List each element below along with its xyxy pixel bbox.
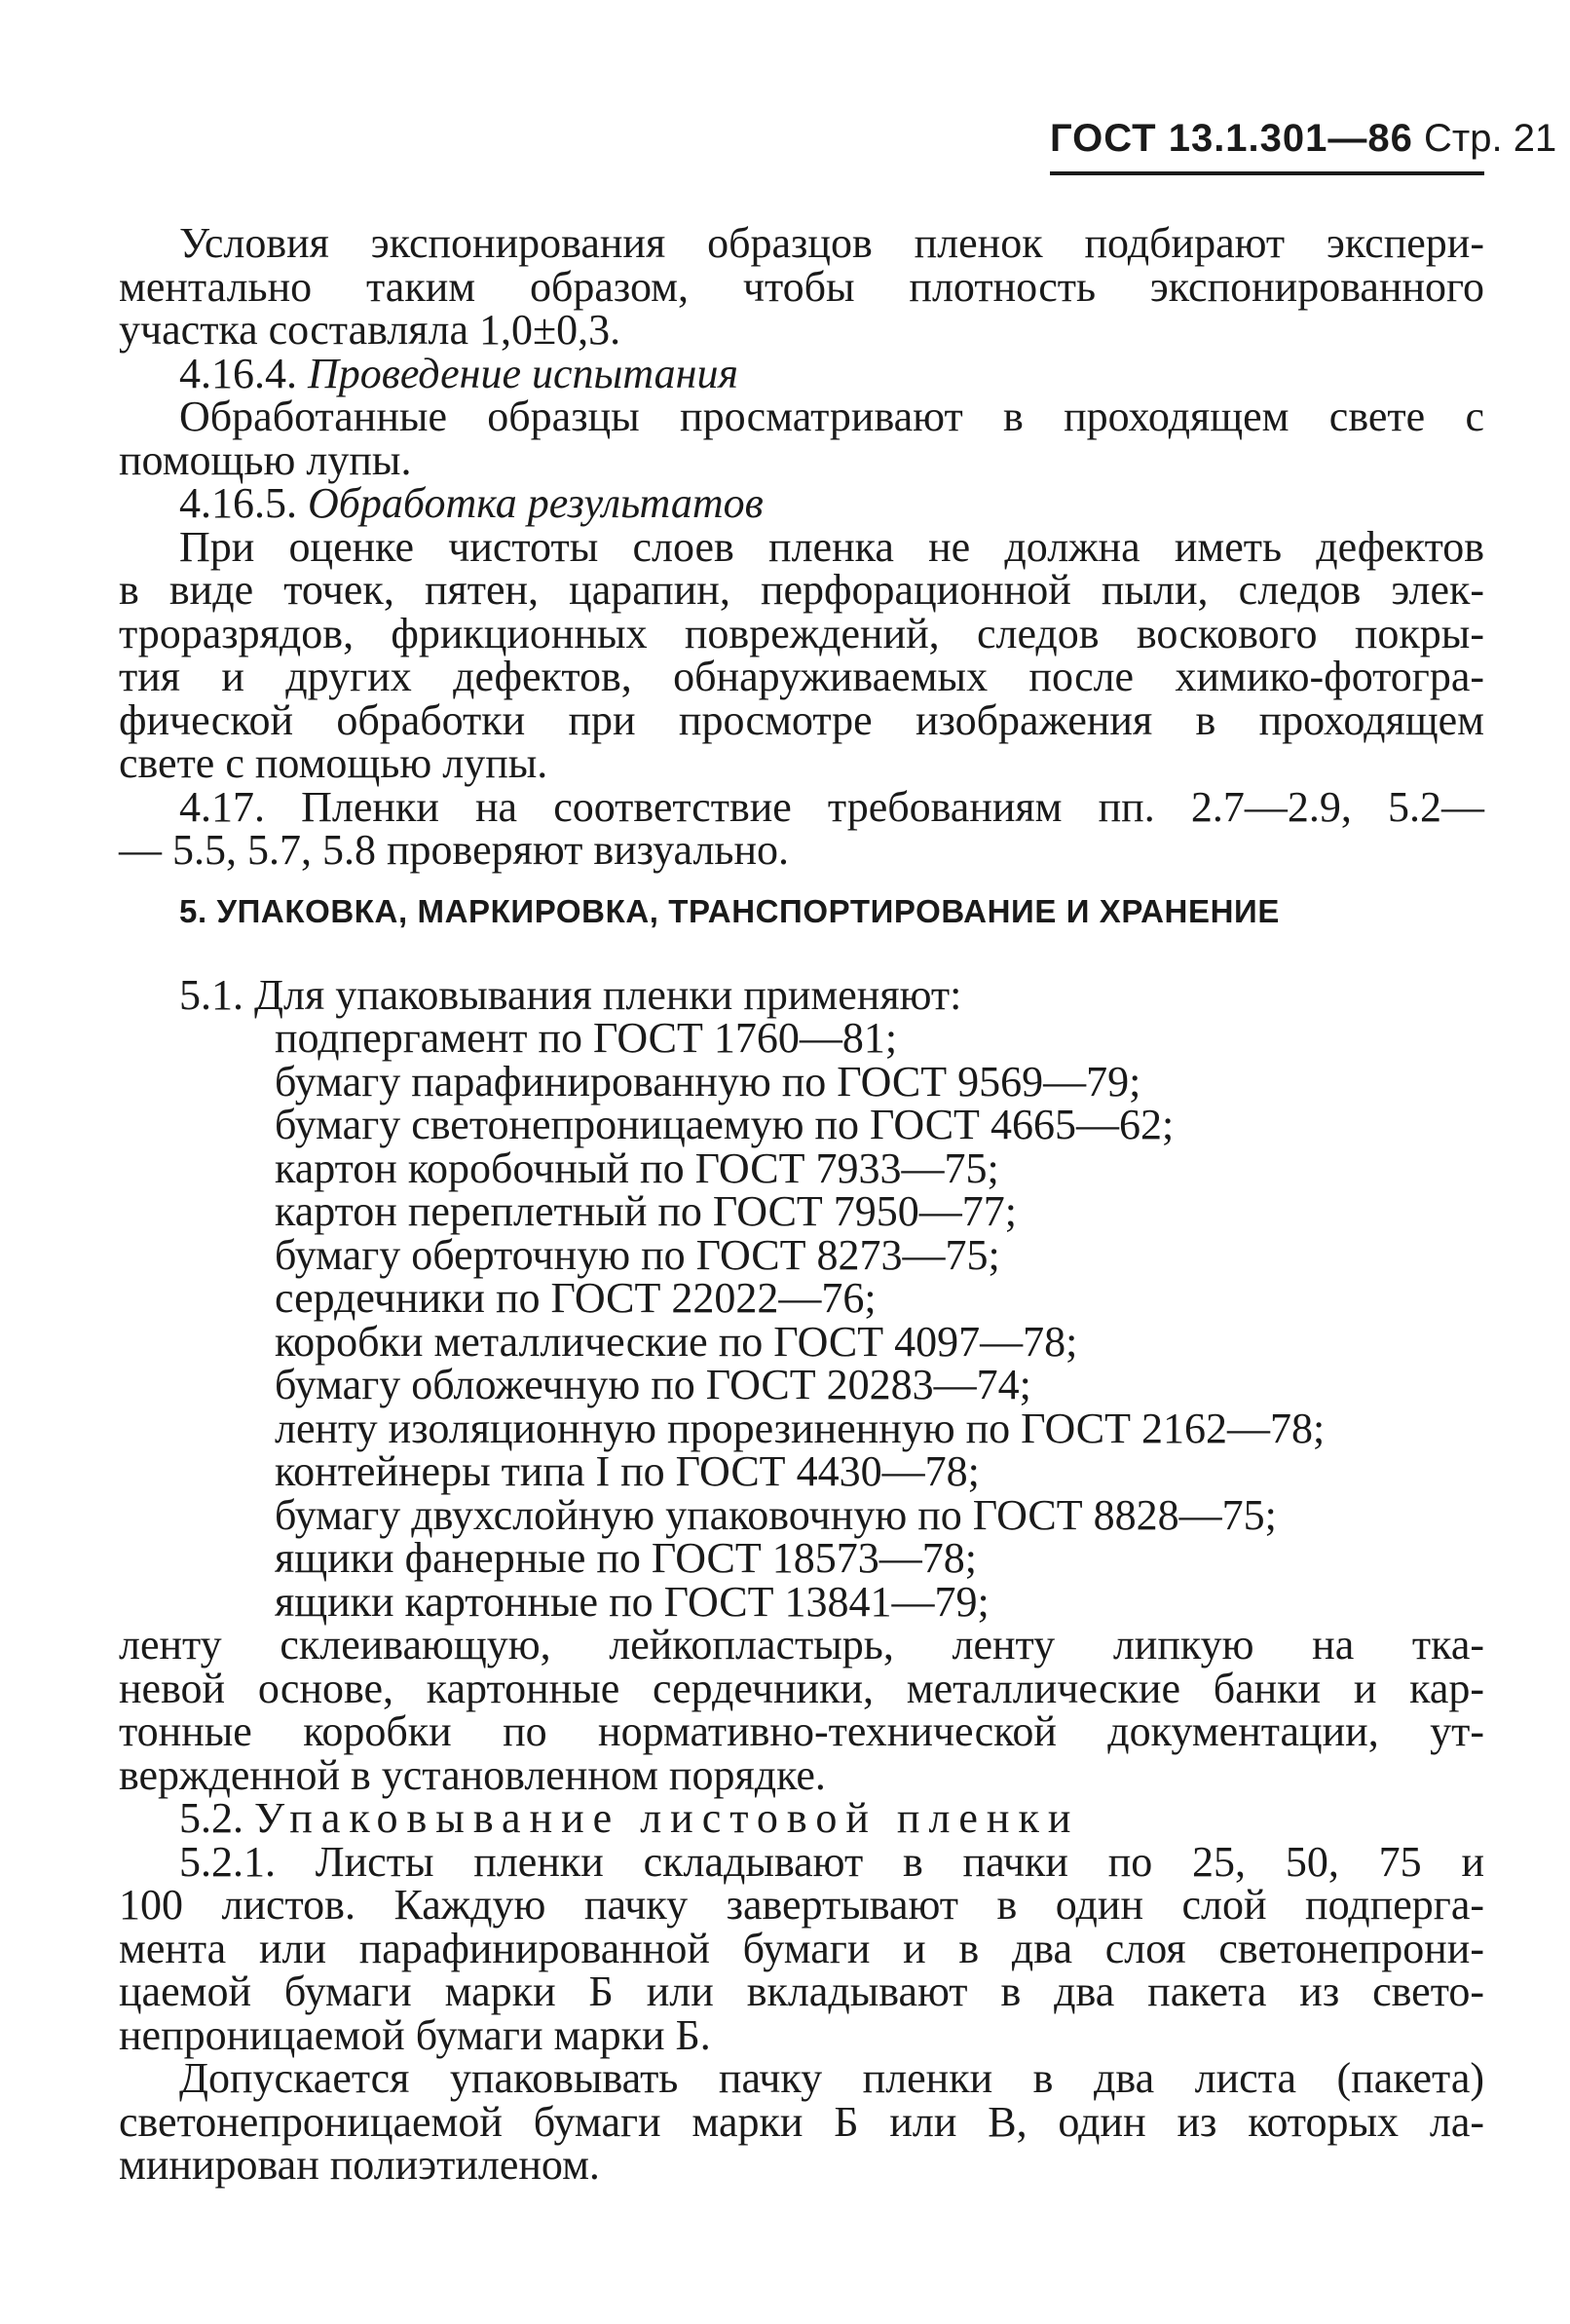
text-line: участка составляла 1,0±0,3.: [119, 306, 621, 354]
document-body: [119, 219, 1484, 2189]
section-heading: 5. УПАКОВКА, МАРКИРОВКА, ТРАНСПОРТИРОВАНИЕ И ХРАНЕНИЕ: [179, 892, 1280, 929]
materials-list: [119, 1014, 1484, 1626]
text-line: вержденной в установленном порядке.: [119, 1750, 826, 1799]
list-item: картон коробочный по ГОСТ 7933—75;: [275, 1143, 999, 1192]
list-item: бумагу светонепроницаемую по ГОСТ 4665—62;: [275, 1101, 1175, 1148]
clause-number: 5.2.: [179, 1794, 243, 1842]
text-line: Условия экспонирования образцов пленок подбирают экспери-: [179, 219, 1484, 267]
clause-number: 5.1.: [179, 970, 243, 1019]
list-item: ящики фанерные по ГОСТ 18573—78;: [275, 1534, 977, 1582]
list-item: сердечники по ГОСТ 22022—76;: [275, 1274, 877, 1322]
text-line: При оценке чистоты слоев пленка не должна иметь дефектов: [179, 522, 1484, 571]
text-line: помощью лупы.: [119, 435, 412, 484]
subsection-title: Проведение испытания: [308, 349, 738, 397]
text-line: 4.17. Пленки на соответствие требованиям пп. 2.7—2.9, 5.2—: [179, 782, 1484, 831]
text-line: свете с помощью лупы.: [119, 739, 548, 787]
text-line: цаемой бумаги марки Б или вкладывают в два пакета из свето-: [119, 1968, 1484, 2015]
subsection-heading: [119, 349, 1484, 397]
text-line: фической обработки при просмотре изображения в проходящем: [119, 695, 1484, 744]
text-line: невой основе, картонные сердечники, металлические банки и кар-: [119, 1664, 1484, 1712]
doc-code: ГОСТ 13.1.301—86: [1050, 117, 1413, 160]
text-line: непроницаемой бумаги марки Б.: [119, 2010, 711, 2059]
subsection-title: Обработка результатов: [308, 479, 764, 527]
list-item: подпергамент по ГОСТ 1760—81;: [275, 1014, 898, 1062]
text-line: Обработанные образцы просматривают в проходящем свете с: [179, 393, 1484, 440]
subsection-heading: [119, 479, 1484, 527]
list-item: коробки металлические по ГОСТ 4097—78;: [275, 1317, 1078, 1366]
list-item: ленту изоляционную прорезиненную по ГОСТ 2162—78;: [275, 1404, 1326, 1452]
subsection-number: 4.16.5.: [179, 479, 297, 527]
text-line: троразрядов, фрикционных повреждений, следов воскового покры-: [119, 609, 1484, 657]
list-item: бумагу обложечную по ГОСТ 20283—74;: [275, 1361, 1031, 1408]
text-line: ленту склеивающую, лейкопластырь, ленту липкую на тка-: [119, 1621, 1484, 1668]
clause-title-spaced: Упаковывание листовой пленки: [254, 1794, 1080, 1842]
page-number: Стр. 21: [1424, 117, 1557, 160]
page-header: [1050, 115, 1557, 162]
header-rule: [1050, 171, 1484, 175]
list-item: бумагу оберточную по ГОСТ 8273—75;: [275, 1230, 1000, 1279]
list-item: ящики картонные по ГОСТ 13841—79;: [275, 1577, 990, 1626]
text-line: тия и других дефектов, обнаруживаемых после химико-фотогра-: [119, 653, 1484, 700]
text-line: светонепроницаемой бумаги марки Б или В, один из которых ла-: [119, 2097, 1484, 2146]
subsection-number: 4.16.4.: [179, 349, 297, 397]
clause-5-1: [119, 970, 1484, 1019]
list-item: картон переплетный по ГОСТ 7950—77;: [275, 1187, 1018, 1235]
text-line: ментально таким образом, чтобы плотность экспонированного: [119, 262, 1484, 311]
list-item: бумагу парафинированную по ГОСТ 9569—79;: [275, 1057, 1141, 1106]
list-item: контейнеры типа I по ГОСТ 4430—78;: [275, 1447, 980, 1495]
clause-5-2-heading: [119, 1794, 1484, 1842]
text-line: Допускается упаковывать пачку пленки в два листа (пакета): [179, 2054, 1484, 2102]
text-line: в виде точек, пятен, царапин, перфорационной пыли, следов элек-: [119, 566, 1484, 614]
text-line: 5.2.1. Листы пленки складывают в пачки по 25, 50, 75 и: [179, 1837, 1484, 1886]
text-line: 100 листов. Каждую пачку завертывают в один слой подперга-: [119, 1881, 1484, 1929]
text-line: мента или парафинированной бумаги и в два слоя светонепрони-: [119, 1924, 1484, 1972]
text-line: — 5.5, 5.7, 5.8 проверяют визуально.: [119, 826, 790, 874]
clause-text: Для упаковывания пленки применяют:: [254, 970, 962, 1019]
list-item: бумагу двухслойную упаковочную по ГОСТ 8828—75;: [275, 1490, 1277, 1539]
text-line: минирован полиэтиленом.: [119, 2141, 600, 2189]
text-line: тонные коробки по нормативно-технической документации, ут-: [119, 1707, 1484, 1755]
